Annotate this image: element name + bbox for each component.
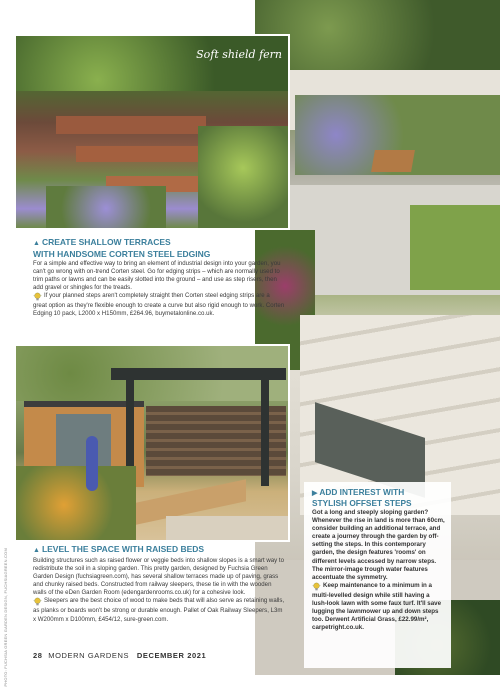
faux-lawn — [410, 205, 500, 290]
tip-text: If your planned steps aren't completely straight then Corten steel edging strips are a great option as they're flexible enough to create a curve but also rigid enough to work. Corten Edging 10 pack, L2000 x H150mm, £264.96, buymetalonline.co.uk. — [33, 292, 285, 318]
issue-date: DECEMBER 2021 — [136, 651, 207, 660]
triangle-up-icon: ▲ — [33, 547, 40, 554]
lavender — [46, 186, 166, 230]
article-heading — [312, 488, 445, 508]
page-footer — [33, 651, 206, 660]
tip-text: Sleepers are the best choice of wood to make beds that will also serve as retaining walls, as planks or boards won't be strong or durable enough. Pallet of Oak Railway Sleepers, L3m x W200mm x D100mm, £454/12, sure-green.com. — [33, 597, 285, 623]
article-body: Got a long and steeply sloping garden? Whenever the rise in land is more than 60cm, consider building an additional terrace, and create a journey through the garden by off-setting the steps. In this contemporary garden, the design features 'rooms' on different levels accessed by narrow steps. The mirror-image trough water features accentuate the symmetry. — [312, 509, 445, 581]
article-tip — [33, 292, 285, 318]
hedge — [255, 0, 500, 70]
article-tip — [312, 582, 445, 632]
photo-credit: PHOTO: FUCHSIA GREEN GARDEN DESIGN, FUCHSIAGREEN.COM — [3, 548, 8, 687]
bug-hotel — [371, 150, 415, 172]
tip-text: Keep maintenance to a minimum in a multi-levelled design while still having a lush-look lawn with some faux turf. It'll save lugging the lawnmower up and down steps too. Derwent Artificial Grass, £22.99/m², carpetright.co.uk. — [312, 581, 442, 632]
lightbulb-icon — [33, 292, 42, 302]
heading-line: ADD INTEREST WITH — [319, 487, 405, 497]
delphinium — [86, 436, 98, 491]
heading-line: CREATE SHALLOW TERRACES — [41, 237, 171, 247]
pergola-post — [261, 376, 269, 486]
heading-line: WITH HANDSOME CORTEN STEEL EDGING — [33, 249, 211, 259]
triangle-up-icon: ▲ — [33, 240, 40, 247]
magazine-name: MODERN GARDENS — [48, 651, 130, 660]
article-tip — [33, 597, 285, 623]
fern — [198, 126, 288, 230]
pergola — [111, 368, 286, 380]
page-number: 28 — [33, 651, 43, 660]
glass-doors — [56, 414, 111, 474]
triangle-right-icon: ▶ — [312, 490, 318, 497]
article-heading — [33, 544, 285, 556]
heading-line: STYLISH OFFSET STEPS — [312, 497, 412, 508]
corten-step — [76, 146, 216, 162]
flower-bed — [16, 466, 136, 542]
photo-raised-beds — [14, 344, 290, 542]
article-corten-terraces — [33, 237, 285, 319]
article-offset-steps — [304, 482, 451, 668]
photo-corten-terraces — [14, 34, 290, 230]
article-heading — [33, 237, 285, 259]
article-raised-beds — [33, 544, 285, 624]
article-body: Building structures such as raised flower or veggie beds into shallow slopes is a smart way to redistribute the soil in a sloping garden. This pretty garden, designed by Fuchsia Green Garden Design (fuchsiagreen.com), has several shallow terraces made up of paving, grass and chunky raised beds. Constructed from railway sleepers, these tie in with the wooden walls of the eDen Garden Room (edengardenrooms.co.uk) for a cohesive look. — [33, 557, 284, 597]
corten-step — [56, 116, 206, 134]
article-body: For a simple and effective way to bring an element of industrial design into your garden, you can't go wrong with on-trend Corten steel. Go for edging strips – which are normally used to trim paths or lawns and can be easily slotted into the ground – and use as step risers, then add gravel or shingles for the treads. — [33, 260, 281, 292]
lightbulb-icon — [33, 597, 42, 607]
lightbulb-icon — [312, 582, 321, 592]
paving — [166, 516, 290, 542]
heading-line: LEVEL THE SPACE WITH RAISED BEDS — [41, 544, 205, 554]
photo-caption: Soft shield fern — [196, 48, 282, 61]
ornamental-grasses — [16, 36, 288, 91]
